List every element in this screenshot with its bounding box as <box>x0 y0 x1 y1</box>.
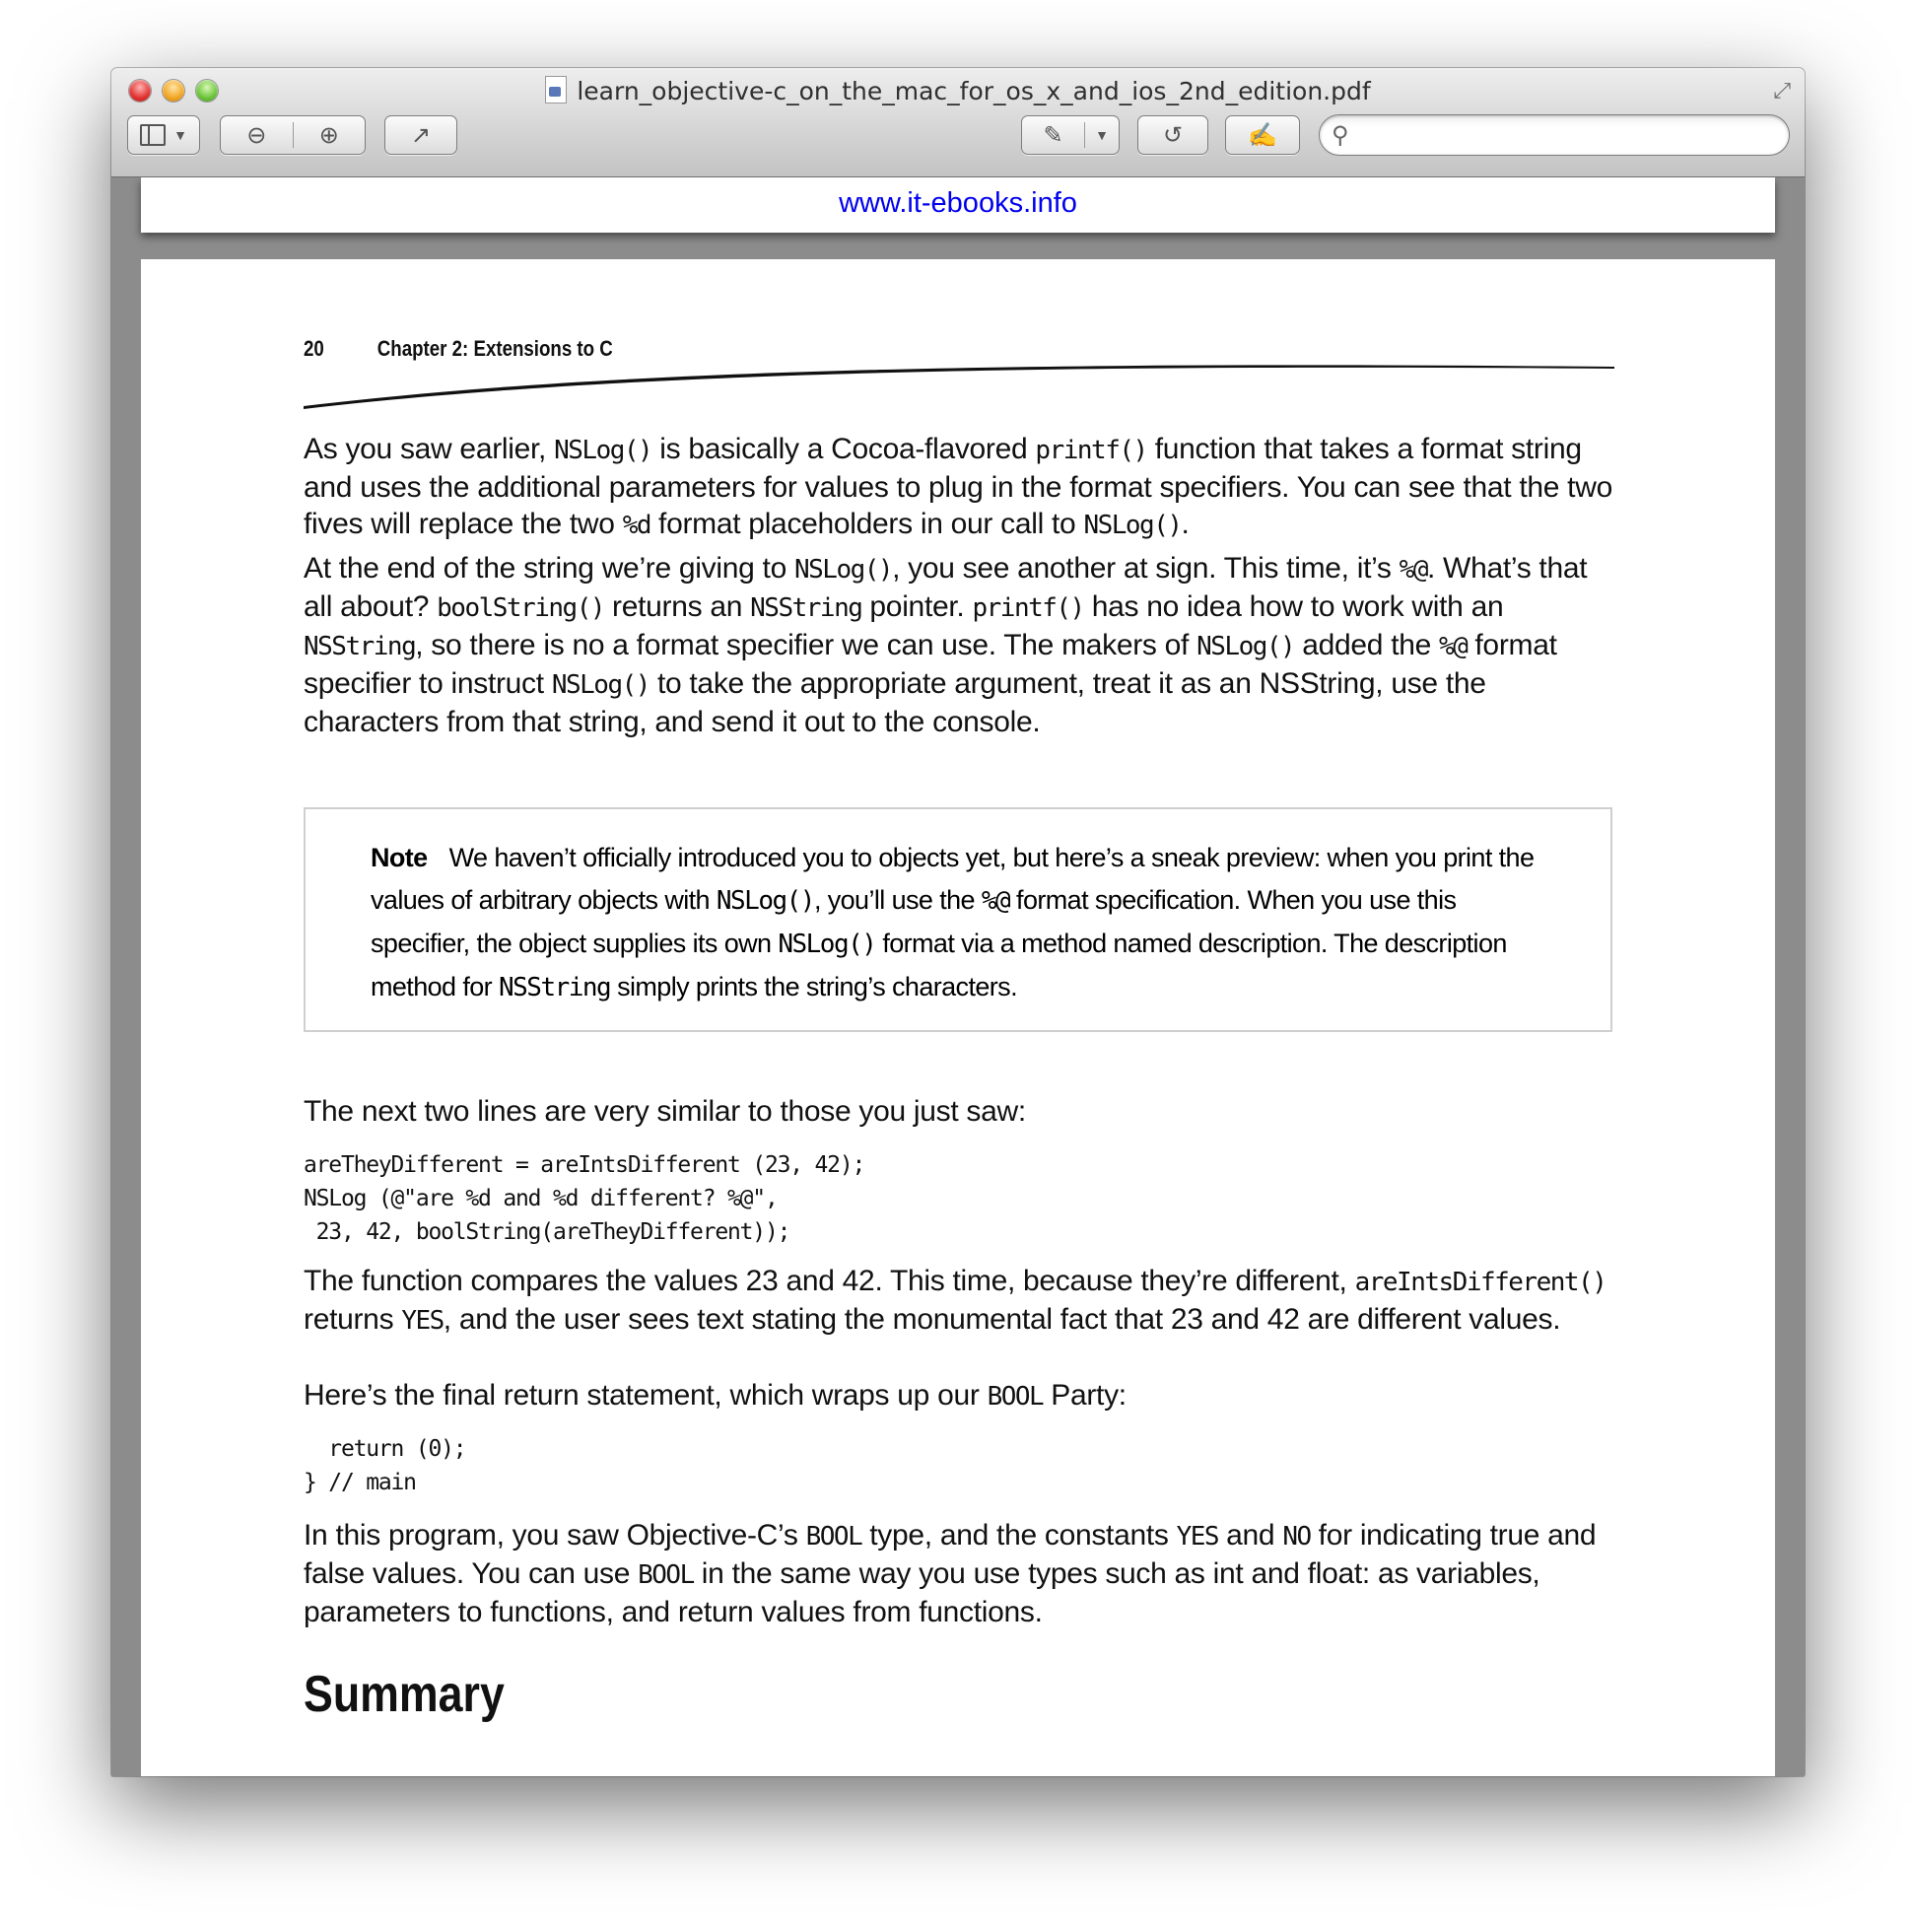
inline-code: NSLog() <box>1196 632 1295 661</box>
text-run: , and the user sees text stating the monumental fact that 23 and 42 are different values. <box>443 1303 1561 1336</box>
inline-code: NSLog() <box>716 886 814 916</box>
highlight-button[interactable] <box>1022 116 1084 154</box>
inline-code: BOOL <box>638 1560 694 1590</box>
text-run: Here’s the final return statement, which wraps up our <box>304 1379 988 1412</box>
code-text: return (0); } // main <box>304 1436 466 1495</box>
text-run: pointer. <box>861 590 973 623</box>
text-run: format placeholders in our call to <box>650 508 1084 540</box>
text-run: , so there is no a format specifier we can use. The makers of <box>415 629 1197 661</box>
text-run: , you see another at sign. This time, it’s <box>892 552 1400 585</box>
text-run: has no idea how to work with an <box>1083 590 1504 623</box>
swoosh-path <box>304 365 1614 409</box>
note-label: Note <box>371 843 428 872</box>
text-run: for indicating true and false values. You can use <box>304 1519 1597 1590</box>
inline-code: %@ <box>1399 555 1427 585</box>
text-run: returns <box>304 1303 402 1336</box>
inline-code: NSString <box>498 973 611 1002</box>
section-heading: Summary <box>304 1666 505 1723</box>
paragraph-text <box>304 550 1614 740</box>
summary-section <box>304 1665 1614 1724</box>
preview-window <box>111 68 1805 1776</box>
running-header <box>304 336 1418 362</box>
text-run: We haven’t officially introduced you to objects yet, but here’s a sneak preview: when you print the values of arbitrary objects with <box>371 843 1535 915</box>
inline-code: NO <box>1282 1522 1311 1552</box>
paragraph-3 <box>304 1093 1614 1130</box>
search-field[interactable] <box>1319 114 1790 156</box>
paragraph-text <box>304 431 1614 544</box>
paragraph-1 <box>304 431 1614 544</box>
code-block-2 <box>304 1432 1614 1499</box>
page-number: 20 <box>304 336 324 361</box>
paragraph-text <box>304 1377 1614 1415</box>
paragraph-text <box>304 1263 1614 1340</box>
share-icon: ↗ <box>410 121 432 149</box>
text-run: and <box>1218 1519 1283 1552</box>
pdf-page <box>141 259 1775 1776</box>
inline-code: YES <box>1176 1522 1219 1552</box>
chevron-down-icon: ▼ <box>173 127 187 143</box>
text-run: type, and the constants <box>861 1519 1177 1552</box>
edit-toolbar-button[interactable] <box>1225 115 1300 155</box>
inline-code: NSLog() <box>1083 511 1182 540</box>
inline-code: NSLog() <box>551 670 649 700</box>
zoom-in-icon: ⊕ <box>318 121 339 149</box>
chevron-down-icon: ▼ <box>1095 127 1109 143</box>
zoom-in-button[interactable] <box>294 116 366 154</box>
search-input[interactable] <box>1363 121 1781 151</box>
chapter-title: Chapter 2: Extensions to C <box>376 336 613 361</box>
text-run: Party: <box>1043 1379 1127 1412</box>
search-icon: ⚲ <box>1332 122 1349 149</box>
inline-code: NSLog() <box>554 436 652 465</box>
inline-code: NSString <box>304 632 416 661</box>
text-run: At the end of the string we’re giving to <box>304 552 794 585</box>
inline-code: BOOL <box>987 1382 1044 1412</box>
rotate-icon: ↺ <box>1162 121 1184 149</box>
highlight-pen-icon: ✎ <box>1043 121 1063 149</box>
zoom-controls <box>220 115 366 155</box>
text-run: In this program, you saw Objective-C’s <box>304 1519 806 1552</box>
text-run: . What’s that all about? <box>304 552 1588 623</box>
inline-code: NSLog() <box>794 555 893 585</box>
text-run: in the same way you use types such as int and float: as variables, parameters to functions, and return values from functions. <box>304 1557 1540 1628</box>
inline-code: YES <box>401 1306 444 1336</box>
text-run: , you’ll use the <box>813 885 982 915</box>
inline-code: boolString() <box>437 593 604 623</box>
text-run: added the <box>1294 629 1440 661</box>
sidebar-icon <box>140 124 166 146</box>
code-text: areTheyDifferent = areIntsDifferent (23, 42); NSLog (@"are %d and %d different? %@", 23, 42, boolString(areTheyDifferent)); <box>304 1152 865 1245</box>
zoom-out-icon: ⊖ <box>246 121 267 149</box>
inline-code: areIntsDifferent() <box>1354 1268 1606 1297</box>
text-run: As you saw earlier, <box>304 433 555 465</box>
inline-code: %d <box>622 511 651 540</box>
text-run: format specifier to instruct <box>304 629 1557 700</box>
text-run: . <box>1181 508 1190 540</box>
text-run: format specification. When you use this specifier, the object supplies its own <box>371 885 1457 958</box>
share-button[interactable] <box>384 115 457 155</box>
annotate-controls <box>1021 115 1120 155</box>
inline-code: %@ <box>981 886 1010 916</box>
inline-code: BOOL <box>805 1522 862 1552</box>
text-run: The next two lines are very similar to those you just saw: <box>304 1095 1026 1128</box>
note-body <box>371 843 1534 1001</box>
paragraph-text <box>304 1093 1614 1130</box>
window-title-text: learn_objective-c_on_the_mac_for_os_x_and_ios_2nd_edition.pdf <box>577 77 1371 105</box>
paragraph-2 <box>304 550 1614 740</box>
title-bar <box>111 68 1805 177</box>
text-run: is basically a Cocoa-flavored <box>651 433 1036 465</box>
inline-code: printf() <box>1035 436 1147 465</box>
zoom-out-button[interactable] <box>221 116 293 154</box>
pdf-document-icon <box>545 76 567 104</box>
header-swoosh-rule <box>304 361 1614 410</box>
annotate-menu-button[interactable] <box>1085 116 1119 154</box>
paragraph-text <box>304 1517 1614 1630</box>
text-run: format via a method named description. The description method for <box>371 929 1507 1001</box>
rotate-button[interactable] <box>1137 115 1208 155</box>
paragraph-6 <box>304 1517 1614 1630</box>
sidebar-view-button[interactable] <box>127 115 200 155</box>
window-title <box>111 76 1805 105</box>
previous-page-fragment <box>141 177 1775 233</box>
text-run: returns an <box>604 590 751 623</box>
inline-code: NSString <box>750 593 862 623</box>
edit-markup-icon: ✍ <box>1248 121 1277 149</box>
inline-code: NSLog() <box>778 930 876 959</box>
fullscreen-icon[interactable]: ⤢ <box>1773 78 1791 103</box>
inline-code: %@ <box>1439 632 1468 661</box>
text-run: function that takes a format string and uses the additional parameters for values to plug in the format specifiers. You can see that the two fives will replace the two <box>304 433 1612 540</box>
website-link[interactable]: www.it-ebooks.info <box>839 187 1077 219</box>
text-run: simply prints the string’s characters. <box>610 972 1017 1001</box>
note-box <box>304 807 1612 1032</box>
inline-code: printf() <box>972 593 1084 623</box>
text-run: to take the appropriate argument, treat it as an NSString, use the characters from that string, and send it out to the console. <box>304 667 1486 738</box>
paragraph-5 <box>304 1377 1614 1415</box>
paragraph-4 <box>304 1263 1614 1340</box>
note-text <box>371 837 1547 1009</box>
document-viewer[interactable] <box>111 177 1805 1776</box>
code-block-1 <box>304 1148 1614 1249</box>
text-run: The function compares the values 23 and 42. This time, because they’re different, <box>304 1265 1355 1297</box>
